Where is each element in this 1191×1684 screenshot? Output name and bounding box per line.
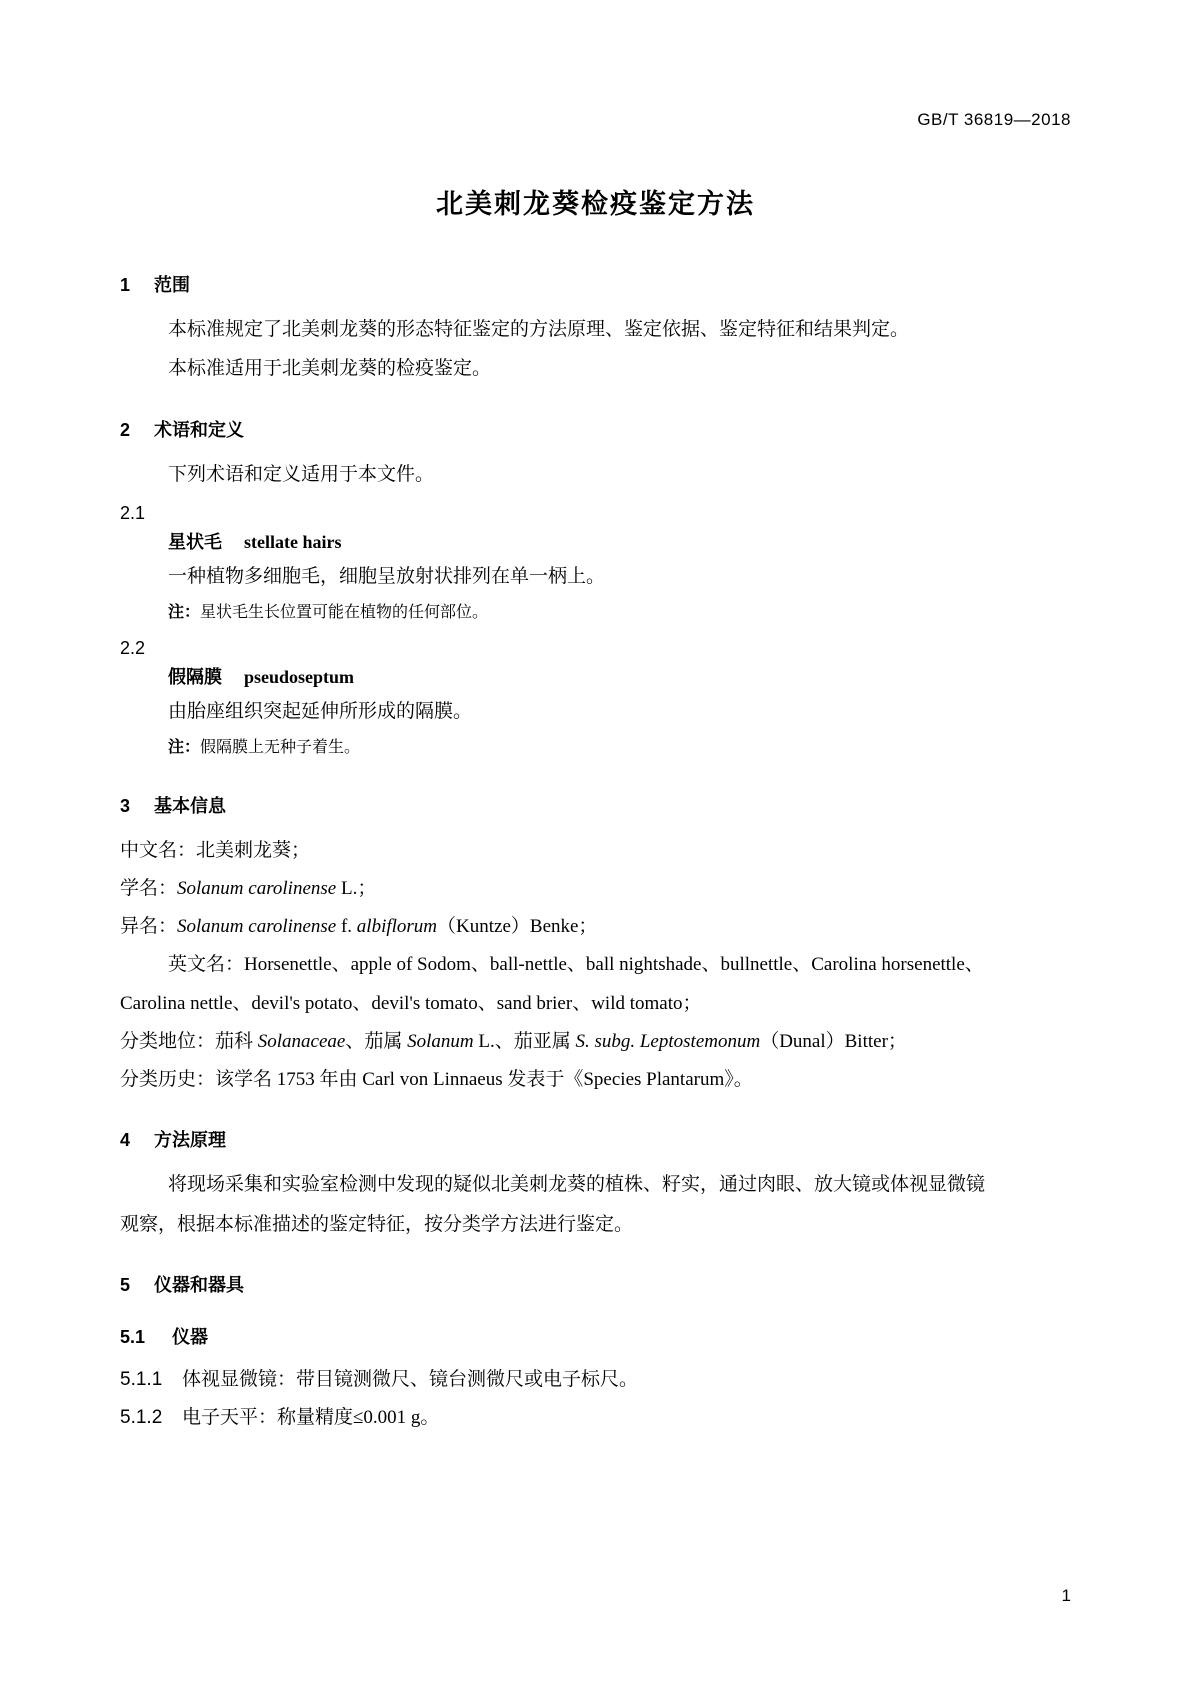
synonym-label: 异名： — [120, 916, 178, 938]
basic-information-block — [120, 834, 1071, 1097]
section-heading-4 — [120, 1126, 1071, 1152]
item-number-5-1-2: 5.1.2 — [120, 1407, 163, 1429]
list-item — [120, 1401, 1071, 1435]
page-number: 1 — [1061, 1586, 1071, 1605]
note-text-2-2: 假隔膜上无种子着生。 — [200, 739, 361, 757]
term-2-1-en: stellate hairs — [244, 531, 342, 552]
term-2-2-definition: 由胎座组织突起延伸所形成的隔膜。 — [168, 701, 473, 723]
section-number-5: 5 — [120, 1274, 131, 1295]
clause-number-2-1: 2.1 — [120, 502, 146, 523]
taxon-mid-2: L.、茄亚属 — [473, 1030, 576, 1052]
synonym-mid: f. — [336, 916, 357, 938]
term-2-2-note — [168, 734, 1071, 761]
taxon-family: Solanaceae — [257, 1030, 346, 1052]
synonym-name — [120, 910, 1071, 943]
section-title-5: 仪器和器具 — [154, 1274, 244, 1295]
taxonomic-position — [120, 1025, 1071, 1058]
section-title-1: 范围 — [154, 275, 190, 295]
clause-number-2-2: 2.2 — [120, 638, 146, 659]
taxon-subgenus: S. subg. Leptostemonum — [575, 1030, 761, 1052]
term-2-1-definition: 一种植物多细胞毛，细胞呈放射状排列在单一柄上。 — [168, 565, 606, 587]
english-names-cont: Carolina nettle、devil's potato、devil's tomato、sand brier、wild tomato； — [120, 992, 702, 1014]
term-2-2 — [168, 663, 1071, 689]
chinese-name: 中文名：北美刺龙葵； — [120, 839, 311, 861]
section-heading-1 — [120, 271, 1071, 297]
standard-code-header: GB/T 36819—2018 — [917, 110, 1071, 129]
section-heading-3 — [120, 792, 1071, 818]
term-2-1 — [168, 528, 1071, 554]
list-item — [120, 1363, 1071, 1397]
note-text-2-1: 星状毛生长位置可能在植物的任何部位。 — [200, 604, 489, 621]
taxon-label: 分类地位：茄科 — [120, 1030, 258, 1052]
english-names — [120, 948, 1071, 981]
taxon-genus: Solanum — [407, 1030, 474, 1052]
term-2-2-en: pseudoseptum — [244, 667, 355, 688]
item-text-5-1-1: 体视显微镜：带目镜测微尺、镜台测微尺或电子标尺。 — [182, 1368, 639, 1390]
term-2-2-cn: 假隔膜 — [168, 667, 222, 688]
item-number-5-1-1: 5.1.1 — [120, 1368, 163, 1390]
section-1-paragraph-2: 本标准适用于北美刺龙葵的检疫鉴定。 — [168, 358, 492, 380]
section-title-3: 基本信息 — [154, 795, 226, 816]
scientific-name-label: 学名： — [120, 877, 178, 899]
page-title: 北美刺龙葵检疫鉴定方法 — [436, 189, 755, 219]
section-number-2: 2 — [120, 419, 131, 440]
scientific-name-value: Solanum carolinense — [177, 877, 337, 899]
section-number-5-1: 5.1 — [120, 1326, 146, 1347]
section-1-paragraph-1: 本标准规定了北美刺龙葵的形态特征鉴定的方法原理、鉴定依据、鉴定特征和结果判定。 — [168, 319, 910, 340]
term-2-1-cn: 星状毛 — [168, 531, 222, 552]
synonym-authority: （Kuntze）Benke； — [437, 916, 598, 938]
section-number-4: 4 — [120, 1130, 131, 1151]
section-heading-5-1 — [120, 1323, 1071, 1349]
section-title-5-1: 仪器 — [172, 1326, 208, 1347]
section-4-paragraph-2: 观察，根据本标准描述的鉴定特征，按分类学方法进行鉴定。 — [120, 1213, 634, 1235]
item-text-5-1-2: 电子天平：称量精度≤0.001 g。 — [182, 1407, 440, 1429]
taxon-mid-1: 、茄属 — [345, 1030, 408, 1052]
section-number-1: 1 — [120, 275, 131, 295]
section-heading-5 — [120, 1271, 1071, 1297]
scientific-name-suffix: L.； — [336, 877, 377, 899]
page-content — [120, 110, 1071, 1439]
section-heading-2 — [120, 416, 1071, 442]
scientific-name — [120, 872, 1071, 905]
note-label-2-2: 注： — [168, 739, 201, 757]
taxonomic-history: 分类历史：该学名 1753 年由 Carl von Linnaeus 发表于《Species Plantarum》。 — [120, 1069, 753, 1091]
synonym-value: Solanum carolinense — [177, 916, 337, 938]
english-names-line-1: 英文名：Horsenettle、apple of Sodom、ball-nettle、ball nightshade、bullnettle、Carolina horsenettle、 — [168, 954, 984, 976]
section-4-paragraph-1: 将现场采集和实验室检测中发现的疑似北美刺龙葵的植株、籽实，通过肉眼、放大镜或体视显微镜 — [168, 1174, 986, 1196]
term-2-1-note — [168, 599, 1071, 626]
section-2-intro: 下列术语和定义适用于本文件。 — [168, 463, 435, 485]
section-title-4: 方法原理 — [154, 1130, 226, 1151]
synonym-form: albiflorum — [356, 916, 438, 938]
taxon-authority: （Dunal）Bitter； — [760, 1030, 907, 1052]
section-number-3: 3 — [120, 795, 131, 816]
section-title-2: 术语和定义 — [154, 419, 244, 440]
note-label-2-1: 注： — [168, 604, 201, 621]
